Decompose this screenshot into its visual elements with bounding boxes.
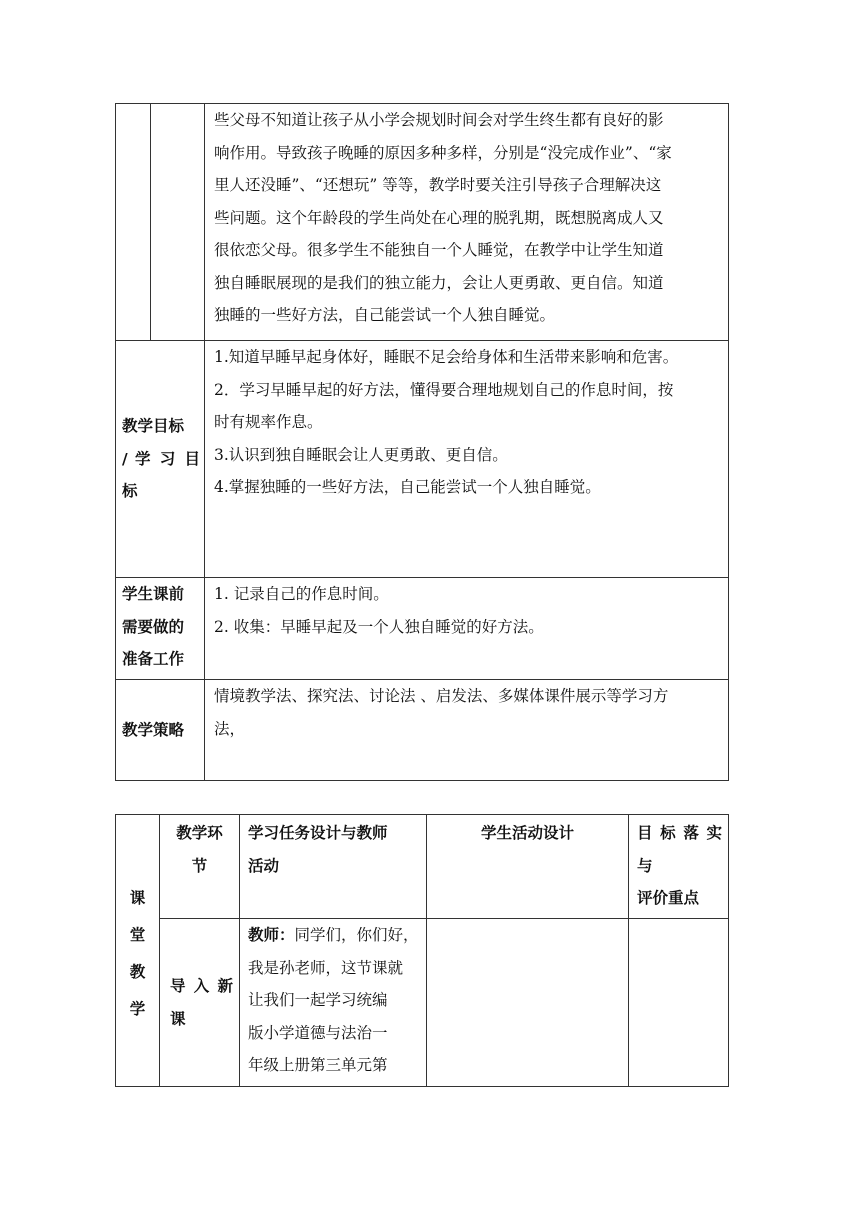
teacher-label: 教师： <box>248 926 295 944</box>
preparation-list: 1. 记录自己的作息时间。 2. 收集：早睡早起及一个人独自睡觉的好方法。 <box>205 578 729 680</box>
objectives-label: 教学目标 / 学 习 目 标 <box>116 341 205 578</box>
classroom-teaching-table <box>115 814 729 1087</box>
header-stage: 教学环 节 <box>160 815 240 919</box>
header-goal: 目 标 落 实 与 评价重点 <box>629 815 729 919</box>
intro-text: 些父母不知道让孩子从小学会规划时间会对学生终生都有良好的影 响作用。导致孩子晚睡的原因多种多样，分别是“没完成作业”、“家 里人还没睡”、“还想玩” 等等，教学时要关注引导孩子合理解决这 些问题。这个年龄段的学生尚处在心理的脱乳期，既想脱离成人又 很依恋父母。很多学生不能独自一个人睡觉，在教学中让学生知道 独自睡眠展现的是我们的独立能力，会让人更勇敢、更自信。知道 独睡的一些好方法，自己能尝试一个人独自睡觉。 <box>205 104 729 341</box>
strategy-text: 情境教学法、探究法、讨论法 、启发法、多媒体课件展示等学习方 法， <box>205 680 729 781</box>
strategy-row <box>116 680 729 781</box>
preparation-label: 学生课前 需要做的 准备工作 <box>116 578 205 680</box>
empty-cell <box>116 104 151 341</box>
header-student-activity: 学生活动设计 <box>427 815 629 919</box>
stage-intro-new-lesson: 导 入 新 课 <box>160 919 240 1087</box>
student-activity-cell <box>427 919 629 1087</box>
objectives-list: 1.知道早睡早起身体好，睡眠不足会给身体和生活带来影响和危害。 2．学习早睡早起的好方法，懂得要合理地规划自己的作息时间，按 时有规率作息。 3.认识到独自睡眠会让人更勇敢、更自信。 4.掌握独睡的一些好方法，自己能尝试一个人独自睡觉。 <box>205 341 729 578</box>
goal-cell <box>629 919 729 1087</box>
header-row <box>116 815 729 919</box>
intro-row <box>116 104 729 341</box>
header-task: 学习任务设计与教师 活动 <box>240 815 427 919</box>
intro-lesson-row <box>116 919 729 1087</box>
lesson-plan-info-table <box>115 103 729 781</box>
task-teacher-activity: 教师：同学们，你们好， 我是孙老师，这节课就 让我们一起学习统编 版小学道德与法治一 年级上册第三单元第 <box>240 919 427 1087</box>
empty-cell <box>151 104 205 341</box>
strategy-label: 教学策略 <box>116 680 205 781</box>
objectives-row <box>116 341 729 578</box>
preparation-row <box>116 578 729 680</box>
classroom-teaching-label: 课 堂 教 学 <box>116 815 160 1087</box>
